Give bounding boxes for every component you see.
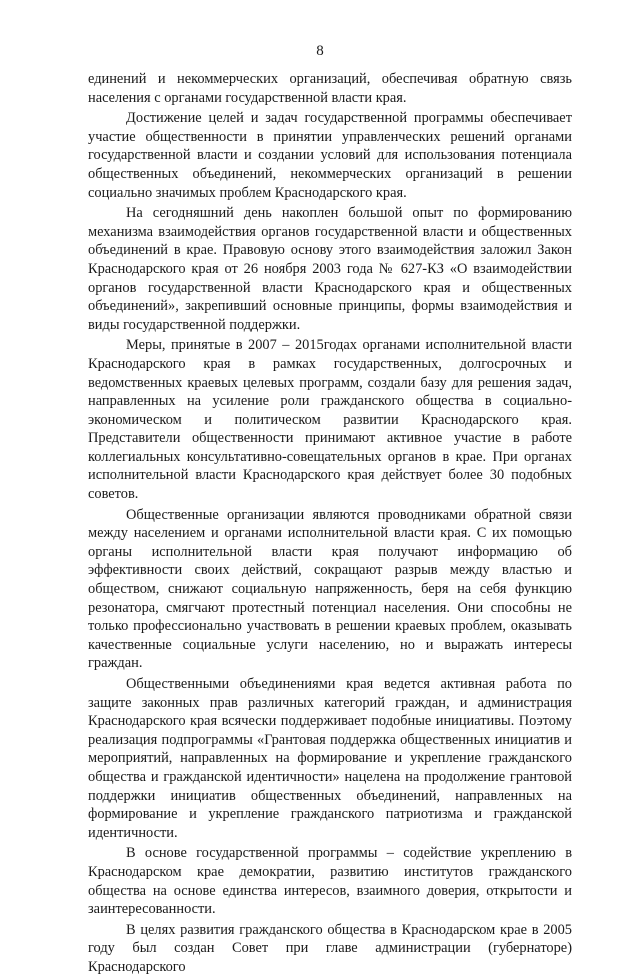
paragraph-continuation: единений и некоммерческих организаций, обеспечивая обратную связь населения с органами государственной власти края.	[88, 71, 572, 106]
paragraph-interaction-experience: На сегодняшний день накоплен большой опыт по формированию механизма взаимодействия органов государственной власти и общественных объединений в крае. Правовую основу этого взаимодействия заложил Закон Краснодарского края от 26 ноября 2003 года № 627-КЗ «О взаимодействии органов государственной власти Краснодарского края и общественных объединений», закрепивший основные принципы, формы взаимодействия и виды государственной поддержки.	[88, 205, 572, 333]
page-number: 8	[316, 43, 324, 59]
paragraph-measures-2007-2015: Меры, принятые в 2007 – 2015годах органами исполнительной власти Краснодарского края в рамках государственных, долгосрочных и ведомственных краевых целевых программ, создали базу для решения задач, направленных на усиление роли гражданского общества в социально-экономическом и политическом развитии Краснодарского края. Представители общественности принимают активное участие в работе коллегиальных консультативно-совещательных органов в крае. При органах исполнительной власти Краснодарского края действует более 30 подобных советов.	[88, 337, 572, 503]
paragraph-program-basis: В основе государственной программы – содействие укреплению в Краснодарском крае демократии, развитию институтов гражданского общества на основе единства интересов, взаимного доверия, открытости и заинтересованности.	[88, 845, 572, 918]
paragraph-public-organizations: Общественные организации являются проводниками обратной связи между населением и органами исполнительной власти края. С их помощью органы исполнительной власти края получают информацию об эффективности своих действий, сокращают разрыв между властью и обществом, снижают социальную напряженность, беря на себя функцию резонатора, смягчают протестный потенциал населения. Они способны не только профессионально участвовать в решении краевых проблем, оказывать качественные социальные услуги населению, но и выражать интересы граждан.	[88, 506, 572, 672]
body-text	[88, 70, 572, 979]
paragraph-program-goals: Достижение целей и задач государственной программы обеспечивает участие общественности в принятии управленческих решений органами государственной власти и создании условий для использования потенциала общественных объединений, некоммерческих организаций в решении социально значимых проблем Краснодарского края.	[88, 110, 572, 201]
paragraph-grant-support: Общественными объединениями края ведется активная работа по защите законных прав различных категорий граждан, и администрация Краснодарского края всячески поддерживает подобные инициативы. Поэтому реализация подпрограммы «Грантовая поддержка общественных инициатив и мероприятий, направленных на формирование и укрепление гражданского общества и гражданской идентичности» нацелена на продолжение грантовой поддержки инициатив общественных объединений, направленных на формирование и укрепление гражданского патриотизма и гражданской идентичности.	[88, 676, 572, 841]
paragraph-council-2005: В целях развития гражданского общества в Краснодарском крае в 2005 году был создан Совет при главе администрации (губернаторе) Краснодарского	[88, 921, 572, 975]
